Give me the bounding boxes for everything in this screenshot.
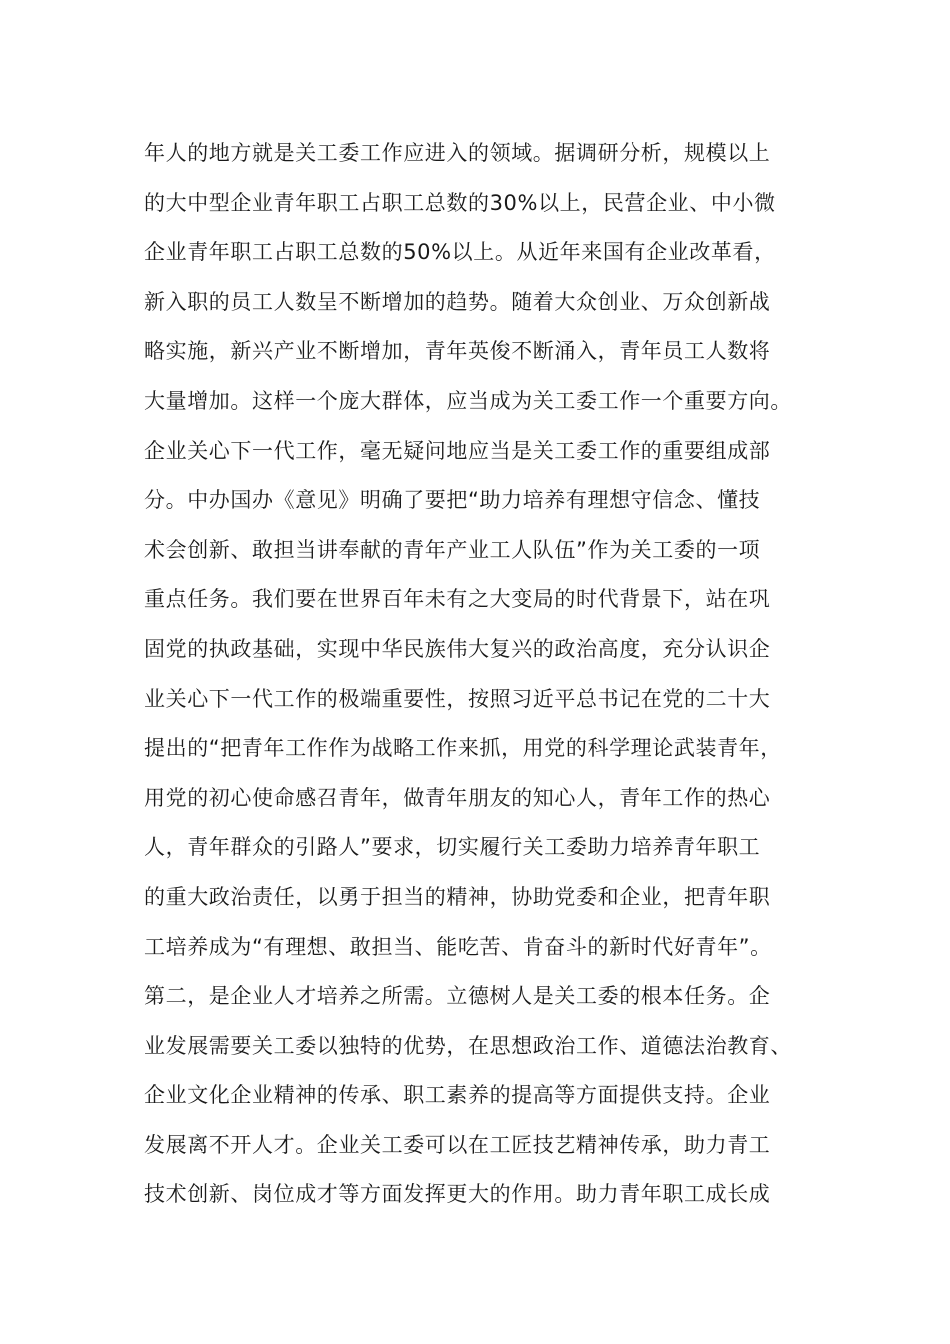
text-line: 分。中办国办《意见》明确了要把“助力培养有理想守信念、懂技: [144, 488, 761, 513]
text-line: 发展离不开人才。企业关工委可以在工匠技艺精神传承，助力青工: [144, 1132, 771, 1157]
text-line: 重点任务。我们要在世界百年未有之大变局的时代背景下，站在巩: [144, 587, 771, 612]
text-line: 企业青年职工占职工总数的50%以上。从近年来国有企业改革看，: [144, 240, 776, 265]
text-line: 用党的初心使命感召青年，做青年朋友的知心人，青年工作的热心: [144, 785, 771, 810]
text-line: 第二，是企业人才培养之所需。立德树人是关工委的根本任务。企: [144, 984, 771, 1009]
text-line: 略实施，新兴产业不断增加，青年英俊不断涌入，青年员工人数将: [144, 339, 771, 364]
text-line: 业发展需要关工委以独特的优势，在思想政治工作、道德法治教育、: [144, 1033, 792, 1058]
text-line: 提出的“把青年工作作为战略工作来抓，用党的科学理论武装青年，: [144, 736, 782, 761]
text-line: 的大中型企业青年职工占职工总数的30%以上，民营企业、中小微: [144, 190, 776, 215]
text-line: 业关心下一代工作的极端重要性，按照习近平总书记在党的二十大: [144, 686, 771, 711]
text-line: 的重大政治责任，以勇于担当的精神，协助党委和企业，把青年职: [144, 884, 771, 909]
text-line: 术会创新、敢担当讲奉献的青年产业工人队伍”作为关工委的一项: [144, 537, 761, 562]
text-line: 技术创新、岗位成才等方面发挥更大的作用。助力青年职工成长成: [144, 1182, 771, 1207]
text-line: 工培养成为“有理想、敢担当、能吃苦、肯奋斗的新时代好青年”。: [144, 934, 772, 959]
text-line: 新入职的员工人数呈不断增加的趋势。随着大众创业、万众创新战: [144, 289, 771, 314]
text-line: 固党的执政基础，实现中华民族伟大复兴的政治高度，充分认识企: [144, 636, 771, 661]
text-line: 企业关心下一代工作，毫无疑问地应当是关工委工作的重要组成部: [144, 438, 771, 463]
text-line: 企业文化企业精神的传承、职工素养的提高等方面提供支持。企业: [144, 1083, 771, 1108]
text-line: 年人的地方就是关工委工作应进入的领域。据调研分析，规模以上: [144, 141, 771, 165]
text-line: 大量增加。这样一个庞大群体，应当成为关工委工作一个重要方向。: [144, 388, 792, 413]
body-text: [144, 129, 824, 1220]
text-line: 人，青年群众的引路人”要求，切实履行关工委助力培养青年职工: [144, 835, 761, 860]
